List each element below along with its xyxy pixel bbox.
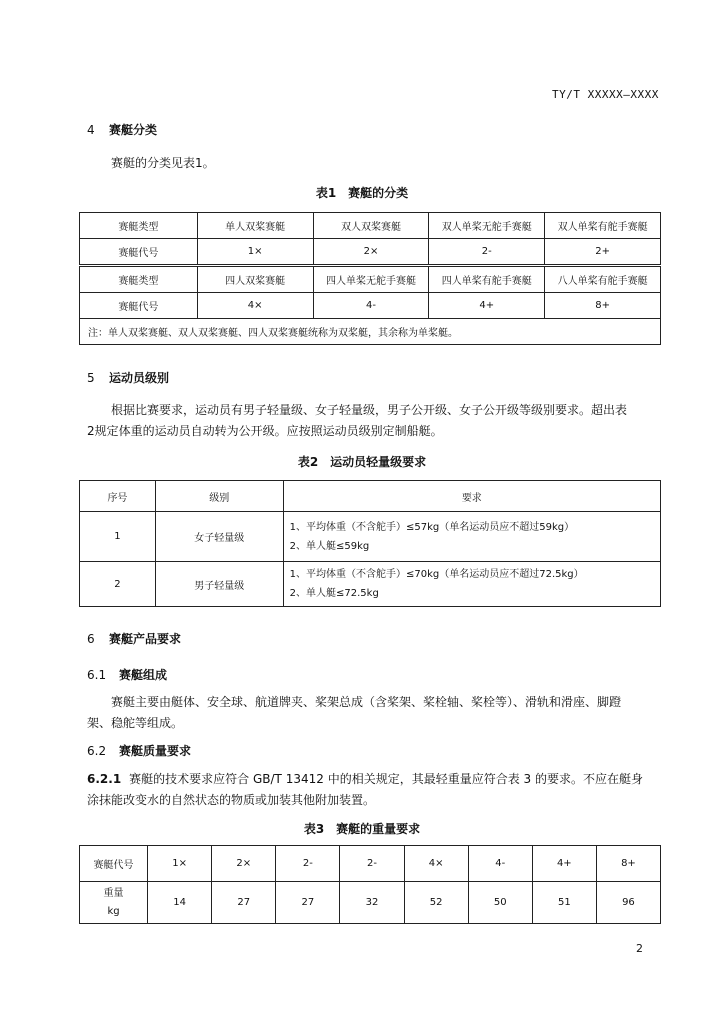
table-cell: 单人双桨赛艇: [197, 213, 313, 239]
table-cell: 27: [212, 882, 276, 924]
table-3: [79, 845, 661, 924]
table-cell: 8+: [596, 846, 660, 882]
table-note: 注：单人双桨赛艇、双人双桨赛艇、四人双桨赛艇统称为双桨艇，其余称为单桨艇。: [80, 319, 661, 345]
document-code: TY/T XXXXX—XXXX: [552, 88, 659, 101]
table-row: [80, 562, 661, 607]
column-header: 级别: [155, 481, 283, 512]
section-6-2-1-line2: 涂抹能改变水的自然状态的物质或加装其他附加装置。: [87, 793, 376, 807]
table-note-row: [80, 319, 661, 345]
section-number: 6: [87, 632, 95, 646]
table-cell: 4×: [404, 846, 468, 882]
section-4-heading: [87, 121, 157, 138]
requirement-line: 2、单人艇≤59kg: [289, 540, 370, 552]
table-row: [80, 846, 661, 882]
table-cell: 赛艇代号: [80, 293, 198, 319]
table-cell: 1×: [148, 846, 212, 882]
page-number: 2: [636, 942, 643, 955]
table-row: [80, 266, 661, 293]
section-number: 6.2: [87, 744, 107, 758]
table-row: [80, 882, 661, 924]
section-number: 6.1: [87, 668, 107, 682]
table-cell: 2: [80, 562, 156, 607]
requirement-line: 1、平均体重（不含舵手）≤57kg（单名运动员应不超过59kg）: [289, 521, 575, 533]
weight-unit: kg: [107, 905, 120, 917]
table-cell: 4×: [197, 293, 313, 319]
table-cell: 四人单桨有舵手赛艇: [429, 266, 545, 293]
table-cell: 四人单桨无舵手赛艇: [313, 266, 429, 293]
requirement-line: 1、平均体重（不含舵手）≤70kg（单名运动员应不超过72.5kg）: [289, 569, 584, 580]
table-cell: 八人单桨有舵手赛艇: [545, 266, 661, 293]
table-row: [80, 512, 661, 562]
table-cell: 2+: [545, 239, 661, 266]
table-cell: 32: [340, 882, 404, 924]
table-cell: 4+: [429, 293, 545, 319]
table-cell: 2-: [276, 846, 340, 882]
table-2: [79, 480, 661, 607]
table-cell: 50: [468, 882, 532, 924]
section-6-1-heading: [87, 666, 167, 683]
table-cell: 双人双桨赛艇: [313, 213, 429, 239]
table-cell: 2×: [212, 846, 276, 882]
table-cell: 4+: [532, 846, 596, 882]
section-6-heading: [87, 630, 181, 647]
table-cell: 4-: [468, 846, 532, 882]
section-5-heading: [87, 369, 169, 386]
section-title: 赛艇产品要求: [109, 632, 182, 646]
table-cell: 四人双桨赛艇: [197, 266, 313, 293]
table-cell: 赛艇类型: [80, 213, 198, 239]
requirement-line: 2、单人艇≤72.5kg: [289, 588, 379, 599]
table-2-caption: 表2 运动员轻量级要求: [297, 455, 427, 469]
table-cell: 2-: [340, 846, 404, 882]
column-header: 序号: [80, 481, 156, 512]
section-title: 赛艇质量要求: [119, 744, 192, 758]
table-3-caption: 表3 赛艇的重量要求: [303, 822, 421, 836]
table-cell: 2×: [313, 239, 429, 266]
table-cell: 8+: [545, 293, 661, 319]
section-6-2-1-line1: [87, 769, 643, 790]
weight-label: 重量: [103, 887, 124, 899]
requirement-cell: [283, 562, 660, 607]
table-1-caption: 表1 赛艇的分类: [315, 186, 409, 200]
section-6-2-heading: [87, 742, 191, 759]
section-6-1-line2: 架、稳舵等组成。: [87, 716, 184, 730]
table-1: [79, 212, 661, 345]
table-cell: 男子轻量级: [155, 562, 283, 607]
table-cell: 27: [276, 882, 340, 924]
row-header: [80, 882, 148, 924]
table-cell: 51: [532, 882, 596, 924]
table-cell: 2-: [429, 239, 545, 266]
section-5-text-line2: 2规定体重的运动员自动转为公开级。应按照运动员级别定制船艇。: [87, 424, 443, 438]
row-header: 赛艇代号: [80, 846, 148, 882]
table-cell: 14: [148, 882, 212, 924]
section-number: 4: [87, 123, 95, 137]
table-row: [80, 239, 661, 266]
table-cell: 52: [404, 882, 468, 924]
paragraph-text: 赛艇的技术要求应符合 GB/T 13412 中的相关规定，其最轻重量应符合表 3 的要求。不应在艇身: [129, 772, 643, 786]
table-cell: 双人单桨无舵手赛艇: [429, 213, 545, 239]
table-cell: 女子轻量级: [155, 512, 283, 562]
section-number: 6.2.1: [87, 772, 122, 786]
table-cell: 双人单桨有舵手赛艇: [545, 213, 661, 239]
table-cell: 4-: [313, 293, 429, 319]
section-title: 赛艇组成: [119, 668, 168, 682]
column-header: 要求: [283, 481, 660, 512]
section-6-1-line1: 赛艇主要由艇体、安全球、航道牌夹、桨架总成（含桨架、桨栓轴、桨栓等）、滑轨和滑座、脚蹬: [111, 695, 622, 709]
section-5-text-line1: 根据比赛要求，运动员有男子轻量级、女子轻量级，男子公开级、女子公开级等级别要求。超出表: [111, 403, 628, 417]
table-row: [80, 213, 661, 239]
table-cell: 96: [596, 882, 660, 924]
table-cell: 赛艇类型: [80, 266, 198, 293]
section-title: 赛艇分类: [109, 123, 158, 137]
section-number: 5: [87, 371, 95, 385]
requirement-cell: [283, 512, 660, 562]
table-cell: 1: [80, 512, 156, 562]
table-cell: 赛艇代号: [80, 239, 198, 266]
table-cell: 1×: [197, 239, 313, 266]
section-title: 运动员级别: [109, 371, 170, 385]
section-4-text: 赛艇的分类见表1。: [111, 156, 215, 170]
table-header-row: [80, 481, 661, 512]
table-row: [80, 293, 661, 319]
